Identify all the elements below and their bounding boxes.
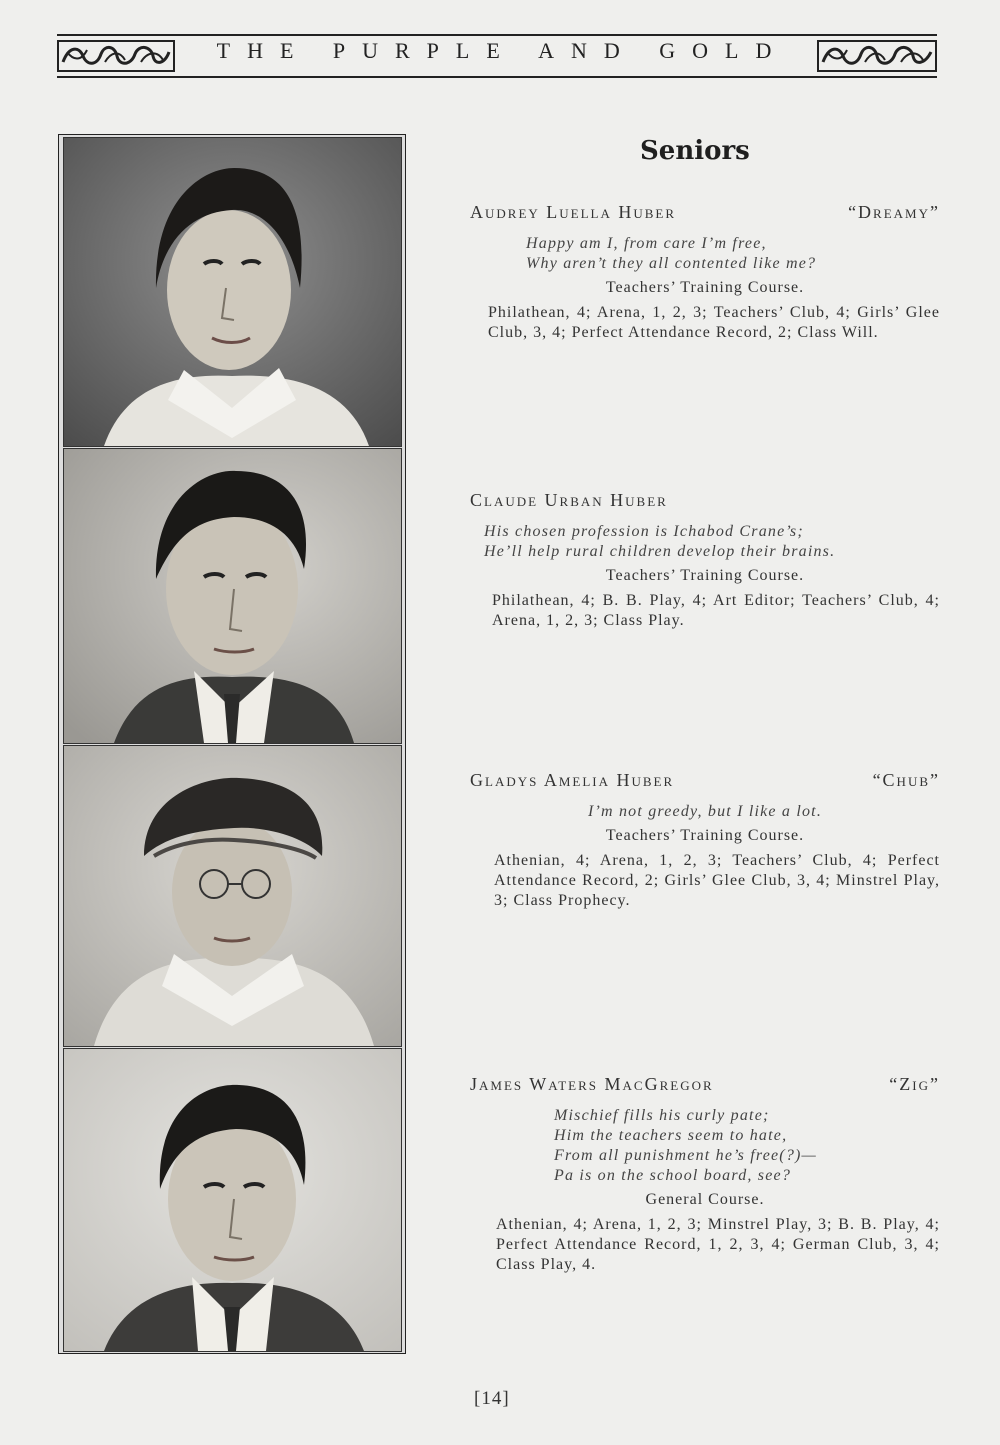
verse-line: Mischief fills his curly pate; [554,1107,770,1124]
verse-line: From all punishment he’s free(?)— [554,1147,817,1164]
verse-line: Pa is on the school board, see? [554,1167,792,1184]
senior-activities: Athenian, 4; Arena, 1, 2, 3; Minstrel Play, 3; B. B. Play, 4; Perfect Attendance Record, 1, 2, 3, 4; German Club, 3, 4; Class Play, 4. [496,1216,940,1273]
senior-nickname: “Dreamy” [848,202,940,222]
senior-course: Teachers’ Training Course. [605,827,805,844]
verse-line: I’m not greedy, but I like a lot. [587,803,823,820]
senior-name: Claude Urban Huber [470,490,668,510]
senior-name: Gladys Amelia Huber [470,770,675,790]
portrait-audrey-huber [63,137,402,447]
senior-entry [470,770,940,911]
page-number: [14] [474,1388,510,1409]
senior-course: Teachers’ Training Course. [605,279,805,296]
senior-entry [470,490,940,631]
header-rule-top [57,34,937,36]
portrait-gladys-huber [63,745,402,1047]
portrait-james-macgregor [63,1048,402,1352]
section-title: Seniors [640,136,750,166]
senior-name: James Waters MacGregor [470,1074,714,1094]
senior-entry [470,202,940,343]
senior-verse [526,234,940,274]
verse-line: Him the teachers seem to hate, [554,1127,788,1144]
senior-entry [470,1074,940,1275]
header-rule-bottom [57,76,937,78]
senior-course: General Course. [645,1191,765,1208]
portrait-column [58,134,406,1354]
ornament-right-icon [817,40,937,72]
senior-course: Teachers’ Training Course. [605,567,805,584]
senior-activities: Philathean, 4; B. B. Play, 4; Art Editor; Teachers’ Club, 4; Arena, 1, 2, 3; Class Play. [492,592,940,629]
senior-verse [554,1106,940,1186]
senior-name: Audrey Luella Huber [470,202,677,222]
senior-activities: Athenian, 4; Arena, 1, 2, 3; Teachers’ Club, 4; Perfect Attendance Record, 2; Girls’ Glee Club, 3, 4; Minstrel Play, 3; Class Prophecy. [494,852,940,909]
verse-line: Happy am I, from care I’m free, [526,235,767,252]
senior-nickname: “Zig” [889,1074,940,1094]
senior-activities: Philathean, 4; Arena, 1, 2, 3; Teachers’ Club, 4; Girls’ Glee Club, 3, 4; Perfect Attendance Record, 2; Class Will. [488,304,940,341]
senior-nickname: “Chub” [872,770,940,790]
senior-verse [470,802,940,822]
verse-line: Why aren’t they all contented like me? [526,255,817,272]
verse-line: He’ll help rural children develop their brains. [484,543,836,560]
senior-verse [484,522,940,562]
verse-line: His chosen profession is Ichabod Crane’s; [484,523,804,540]
ornament-left-icon [57,40,175,72]
portrait-claude-huber [63,448,402,744]
masthead-title: THE PURPLE AND GOLD [216,38,789,63]
